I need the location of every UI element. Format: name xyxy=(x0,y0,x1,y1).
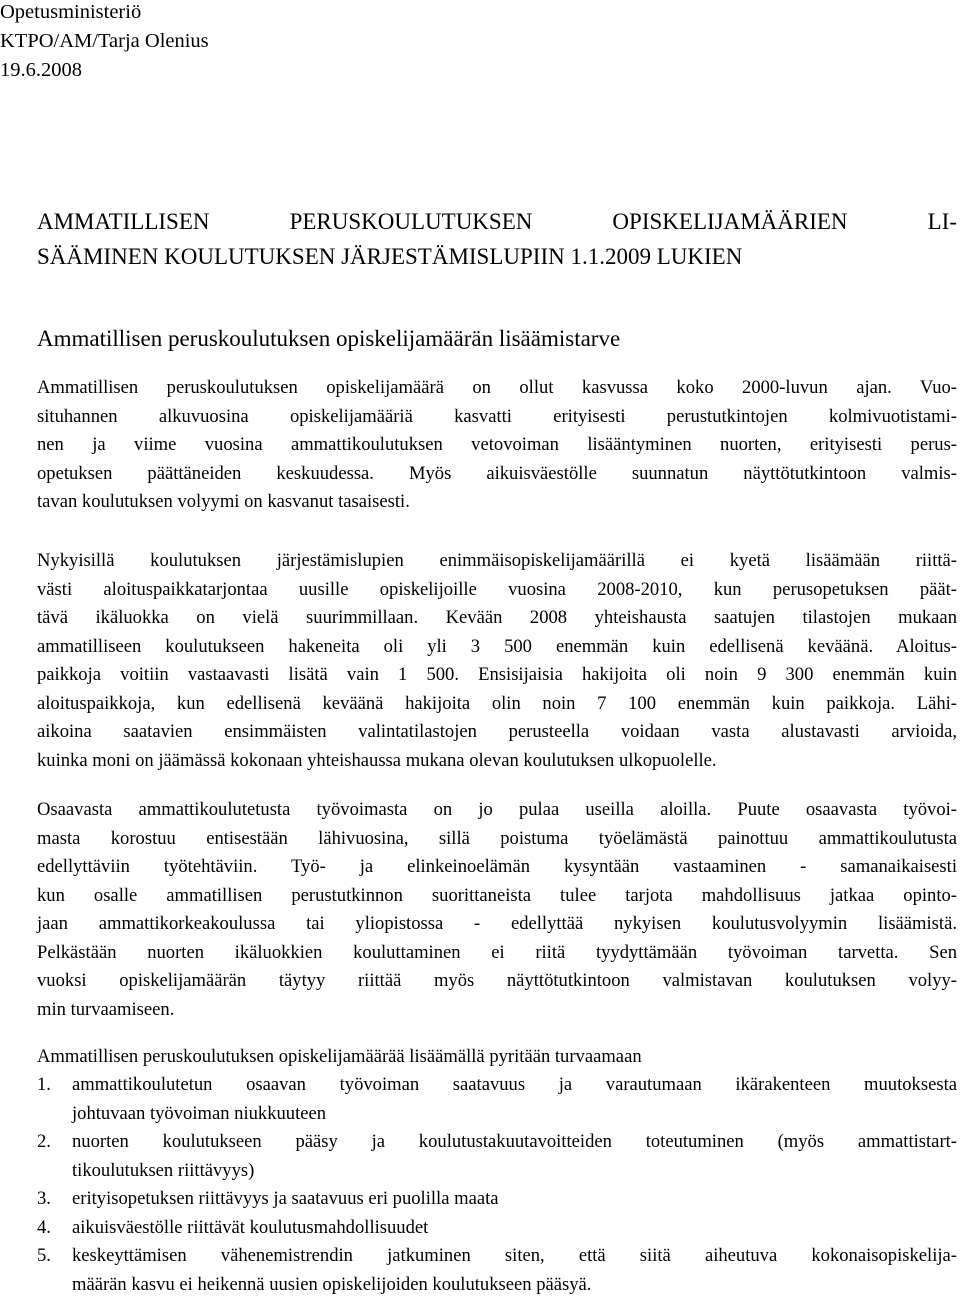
text-line: ammatilliseen koulutukseen hakeneita oli yli 3 500 enemmän kuin edellisenä keväänä. Aloitus- xyxy=(37,633,957,662)
text-line: tikoulutuksen riittävyys) xyxy=(72,1157,957,1186)
text-line: edellyttäviin työtehtäviin. Työ- ja elinkeinoelämän kysyntään vastaaminen - samanaikaisesti xyxy=(37,853,957,882)
paragraph xyxy=(37,374,957,517)
list-item xyxy=(37,1242,957,1299)
text-line: johtuvaan työvoiman niukkuuteen xyxy=(72,1100,957,1129)
list-item xyxy=(37,1214,957,1243)
text-line: jaan ammattikorkeakoulussa tai yliopistossa - edellyttää nykyisen koulutusvolyymin lisäämistä. xyxy=(37,910,957,939)
list-number: 4. xyxy=(37,1214,51,1243)
text-line: Osaavasta ammattikoulutetusta työvoimasta on jo pulaa useilla aloilla. Puute osaavasta työvoi- xyxy=(37,796,957,825)
list-number: 5. xyxy=(37,1242,51,1271)
section-heading: Ammatillisen peruskoulutuksen opiskelijamäärän lisäämistarve xyxy=(37,321,620,356)
list-intro xyxy=(37,1043,957,1072)
text-line: tavan koulutuksen volyymi on kasvanut tasaisesti. xyxy=(37,488,957,517)
text-line: ammattikoulutetun osaavan työvoiman saatavuus ja varautumaan ikärakenteen muutoksesta xyxy=(72,1071,957,1100)
text-line: paikkoja voitiin vastaavasti lisätä vain 1 500. Ensisijaisia hakijoita oli noin 9 300 enemmän kuin xyxy=(37,661,957,690)
text-line: nen ja viime vuosina ammattikoulutuksen vetovoiman lisääntyminen nuorten, erityisesti perus- xyxy=(37,431,957,460)
list-item xyxy=(37,1071,957,1128)
text-line: Ammatillisen peruskoulutuksen opiskelijamäärää lisäämällä pyritään turvaamaan xyxy=(37,1043,957,1072)
text-line: Nykyisillä koulutuksen järjestämislupien enimmäisopiskelijamäärillä ei kyetä lisäämään riittä- xyxy=(37,547,957,576)
text-line: vuoksi opiskelijamäärän täytyy riittää myös näyttötutkintoon valmistavan koulutuksen volyy- xyxy=(37,967,957,996)
goals-list xyxy=(37,1071,957,1299)
title-line: SÄÄMINEN KOULUTUKSEN JÄRJESTÄMISLUPIIN 1.1.2009 LUKIEN xyxy=(37,239,957,274)
organization-name: Opetusministeriö xyxy=(0,0,209,27)
paragraph xyxy=(37,796,957,1024)
document-title xyxy=(37,204,957,274)
list-item xyxy=(37,1185,957,1214)
text-line: situhannen alkuvuosina opiskelijamääriä kasvatti erityisesti perustutkintojen kolmivuotistami- xyxy=(37,403,957,432)
text-line: kun osalle ammatillisen perustutkinnon suorittaneista tulee tarjota mahdollisuus jatkaa opinto- xyxy=(37,882,957,911)
text-line: aikuisväestölle riittävät koulutusmahdollisuudet xyxy=(72,1214,957,1243)
text-line: aloituspaikkoja, kun edellisenä keväänä hakijoita olin noin 7 100 enemmän kuin paikkoja. Lähi- xyxy=(37,690,957,719)
text-line: erityisopetuksen riittävyys ja saatavuus eri puolilla maata xyxy=(72,1185,957,1214)
document-header xyxy=(0,0,209,85)
text-line: aikoina saatavien ensimmäisten valintatilastojen perusteella voidaan vasta alustavasti arvioida, xyxy=(37,718,957,747)
text-line: opetuksen päättäneiden keskuudessa. Myös aikuisväestölle suunnatun näyttötutkintoon valmis- xyxy=(37,460,957,489)
list-number: 3. xyxy=(37,1185,51,1214)
text-line: keskeyttämisen vähenemistrendin jatkuminen siten, että siitä aiheutuva kokonaisopiskelija- xyxy=(72,1242,957,1271)
text-line: min turvaamiseen. xyxy=(37,996,957,1025)
title-line: AMMATILLISEN PERUSKOULUTUKSEN OPISKELIJAMÄÄRIEN LI- xyxy=(37,204,957,239)
list-number: 1. xyxy=(37,1071,51,1100)
text-line: masta korostuu entisestään lähivuosina, sillä poistuma työelämästä painottuu ammattikoulutusta xyxy=(37,825,957,854)
text-line: tävä ikäluokka on vielä suurimmillaan. Kevään 2008 yhteishausta saatujen tilastojen mukaan xyxy=(37,604,957,633)
text-line: västi aloituspaikkatarjontaa uusille opiskelijoille vuosina 2008-2010, kun perusopetuksen päät- xyxy=(37,576,957,605)
list-item xyxy=(37,1128,957,1185)
text-line: Pelkästään nuorten ikäluokkien kouluttaminen ei riitä tyydyttämään työvoiman tarvetta. Sen xyxy=(37,939,957,968)
document-date: 19.6.2008 xyxy=(0,56,209,85)
text-line: määrän kasvu ei heikennä uusien opiskelijoiden koulutukseen pääsyä. xyxy=(72,1271,957,1299)
text-line: nuorten koulutukseen pääsy ja koulutustakuutavoitteiden toteutuminen (myös ammattistart- xyxy=(72,1128,957,1157)
paragraph xyxy=(37,547,957,775)
list-number: 2. xyxy=(37,1128,51,1157)
text-line: Ammatillisen peruskoulutuksen opiskelijamäärä on ollut kasvussa koko 2000-luvun ajan. Vuo- xyxy=(37,374,957,403)
document-reference: KTPO/AM/Tarja Olenius xyxy=(0,27,209,56)
text-line: kuinka moni on jäämässä kokonaan yhteishaussa mukana olevan koulutuksen ulkopuolelle. xyxy=(37,747,957,776)
